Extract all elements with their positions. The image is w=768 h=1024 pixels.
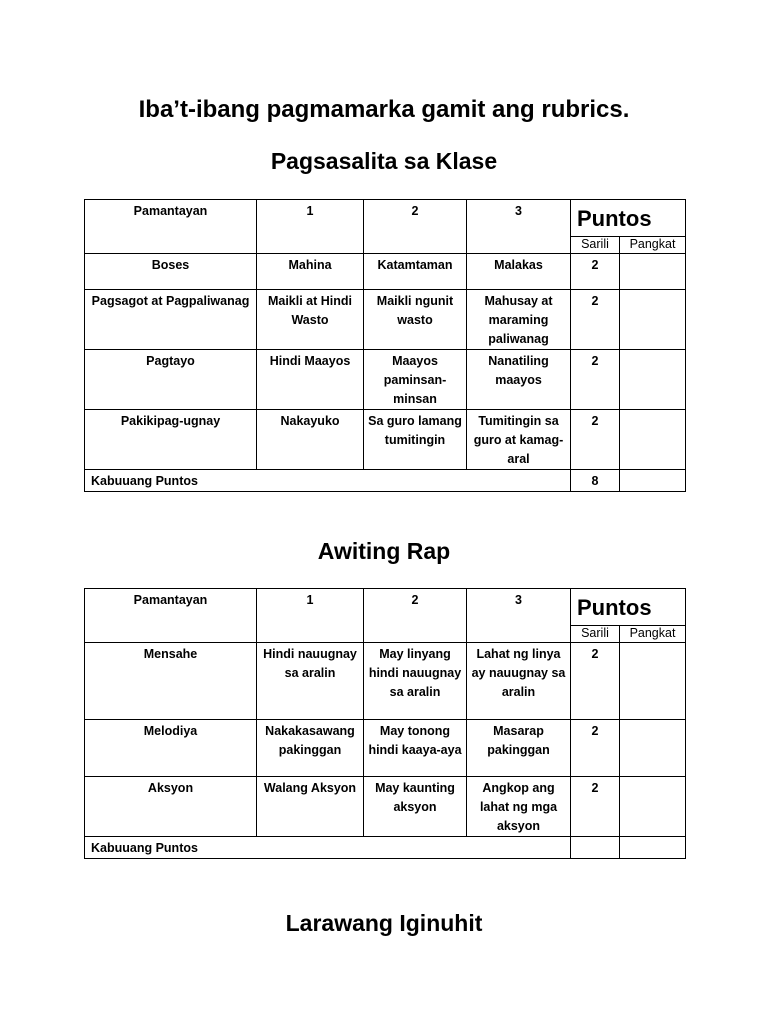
level2-header: 2	[364, 589, 467, 643]
level1-cell: Maikli at Hindi Wasto	[257, 290, 364, 350]
group-score-cell	[620, 290, 686, 350]
total-row	[85, 470, 686, 492]
self-score-header: Sarili	[571, 626, 620, 643]
group-score-header: Pangkat	[620, 626, 686, 643]
rubric1-title: Pagsasalita sa Klase	[270, 148, 498, 174]
table-row	[85, 290, 686, 350]
group-score-cell	[620, 254, 686, 290]
group-score-header: Pangkat	[620, 237, 686, 254]
level1-header: 1	[257, 589, 364, 643]
level1-cell: Nakayuko	[257, 410, 364, 470]
level2-cell: Maayos paminsan-minsan	[364, 350, 467, 410]
level3-header: 3	[467, 589, 571, 643]
total-row	[85, 837, 686, 859]
rubric2-table	[84, 588, 686, 859]
criteria-cell: Aksyon	[85, 777, 257, 837]
level3-cell: Malakas	[467, 254, 571, 290]
group-score-cell	[620, 350, 686, 410]
self-score-cell: 2	[571, 290, 620, 350]
self-score-cell: 2	[571, 254, 620, 290]
level3-header: 3	[467, 200, 571, 254]
group-score-cell	[620, 643, 686, 720]
total-group-score	[620, 837, 686, 859]
total-group-score	[620, 470, 686, 492]
level1-cell: Mahina	[257, 254, 364, 290]
level3-cell: Mahusay at maraming paliwanag	[467, 290, 571, 350]
rubric1-table	[84, 199, 686, 492]
level2-cell: May tonong hindi kaaya-aya	[364, 720, 467, 777]
table-row	[85, 254, 686, 290]
total-self-score: 8	[571, 470, 620, 492]
points-header: Puntos	[571, 200, 686, 237]
total-label: Kabuuang Puntos	[85, 470, 571, 492]
table-row	[85, 720, 686, 777]
level1-cell: Hindi Maayos	[257, 350, 364, 410]
self-score-cell: 2	[571, 643, 620, 720]
self-score-cell: 2	[571, 720, 620, 777]
rubric2-header-row	[85, 589, 686, 626]
total-self-score	[571, 837, 620, 859]
group-score-cell	[620, 777, 686, 837]
self-score-header: Sarili	[571, 237, 620, 254]
level1-cell: Nakakasawang pakinggan	[257, 720, 364, 777]
level3-cell: Lahat ng linya ay nauugnay sa aralin	[467, 643, 571, 720]
criteria-cell: Boses	[85, 254, 257, 290]
group-score-cell	[620, 720, 686, 777]
self-score-cell: 2	[571, 777, 620, 837]
level2-cell: May kaunting aksyon	[364, 777, 467, 837]
rubric1-header-row	[85, 200, 686, 237]
level3-cell: Tumitingin sa guro at kamag-aral	[467, 410, 571, 470]
table-row	[85, 643, 686, 720]
rubric2-title: Awiting Rap	[317, 538, 451, 564]
table-row	[85, 410, 686, 470]
level3-cell: Masarap pakinggan	[467, 720, 571, 777]
table-row	[85, 350, 686, 410]
criteria-cell: Pagtayo	[85, 350, 257, 410]
self-score-cell: 2	[571, 350, 620, 410]
level2-cell: Maikli ngunit wasto	[364, 290, 467, 350]
criteria-cell: Melodiya	[85, 720, 257, 777]
level1-cell: Walang Aksyon	[257, 777, 364, 837]
criteria-cell: Pagsagot at Pagpaliwanag	[85, 290, 257, 350]
group-score-cell	[620, 410, 686, 470]
points-header: Puntos	[571, 589, 686, 626]
level2-cell: May linyang hindi nauugnay sa aralin	[364, 643, 467, 720]
level2-cell: Sa guro lamang tumitingin	[364, 410, 467, 470]
level2-header: 2	[364, 200, 467, 254]
document-title: Iba’t-ibang pagmamarka gamit ang rubrics.	[138, 96, 630, 123]
rubric3-title: Larawang Iginuhit	[285, 910, 483, 936]
table-row	[85, 777, 686, 837]
level3-cell: Angkop ang lahat ng mga aksyon	[467, 777, 571, 837]
criteria-header: Pamantayan	[85, 589, 257, 643]
criteria-cell: Pakikipag-ugnay	[85, 410, 257, 470]
total-label: Kabuuang Puntos	[85, 837, 571, 859]
level1-header: 1	[257, 200, 364, 254]
level2-cell: Katamtaman	[364, 254, 467, 290]
self-score-cell: 2	[571, 410, 620, 470]
level3-cell: Nanatiling maayos	[467, 350, 571, 410]
level1-cell: Hindi nauugnay sa aralin	[257, 643, 364, 720]
criteria-cell: Mensahe	[85, 643, 257, 720]
criteria-header: Pamantayan	[85, 200, 257, 254]
